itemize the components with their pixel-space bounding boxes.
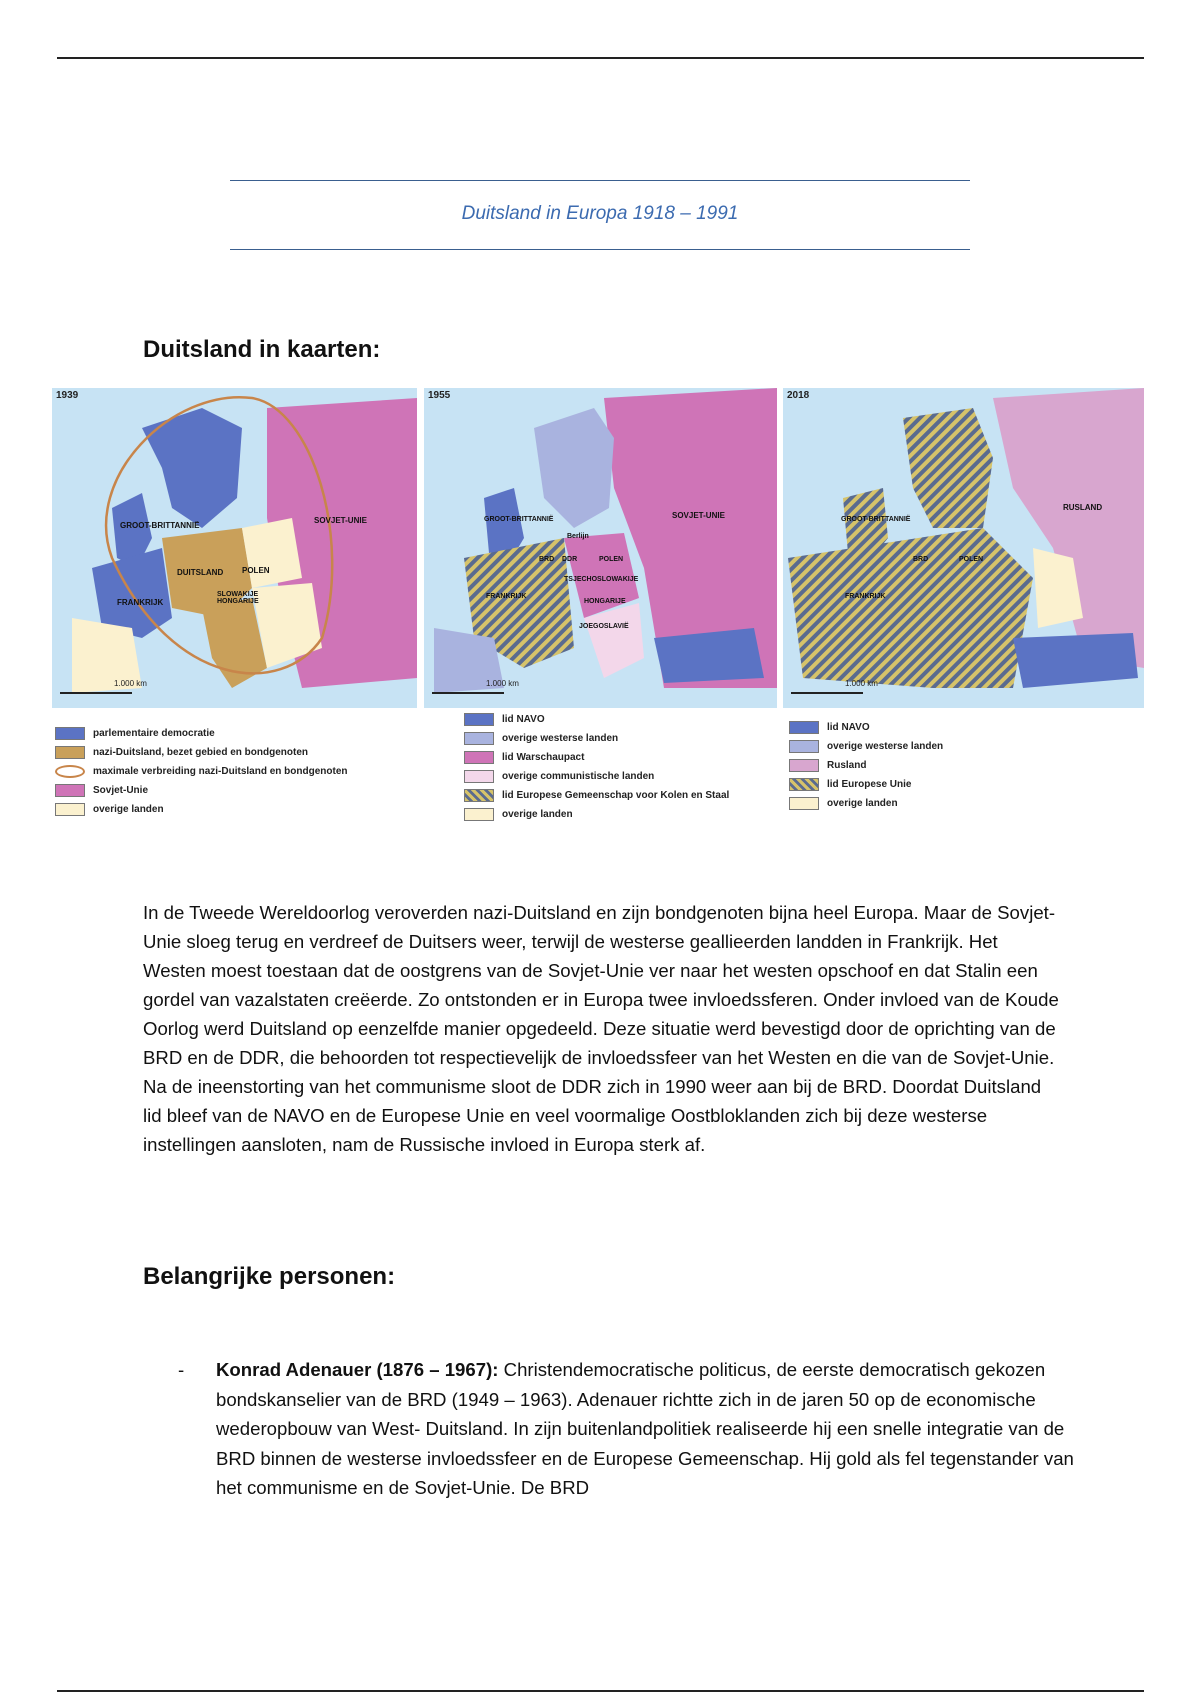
- legend-swatch: [789, 797, 819, 810]
- legend-label: overige landen: [93, 804, 164, 815]
- map-1955-label-hungary: HONGARIJE: [584, 598, 626, 605]
- legend-swatch: [55, 746, 85, 759]
- legend-swatch: [464, 789, 494, 802]
- legend-item: [789, 756, 943, 775]
- legend-label: overige westerse landen: [827, 741, 944, 752]
- map-1955-image: [424, 388, 777, 708]
- legend-item: [55, 762, 347, 781]
- maps-heading: Duitsland in kaarten:: [143, 336, 381, 363]
- map-1955-label-brd: BRD: [539, 556, 555, 563]
- legend-swatch: [789, 740, 819, 753]
- map-2018-label-russia: RUSLAND: [1063, 503, 1103, 512]
- map-1939-label-ussr: SOVJET-UNIE: [314, 516, 367, 525]
- legend-label: overige westerse landen: [502, 733, 619, 744]
- map-1955-label-france: FRANKRIJK: [486, 593, 527, 600]
- legend-swatch: [789, 721, 819, 734]
- map-1939-label-france: FRANKRIJK: [117, 598, 164, 607]
- map-1955-label-ussr: SOVJET-UNIE: [672, 511, 725, 520]
- maps-figure: [52, 388, 1144, 828]
- legend-item: [464, 805, 729, 824]
- legend-label: overige landen: [827, 798, 898, 809]
- legend-item: [464, 767, 729, 786]
- legend-swatch: [55, 784, 85, 797]
- map-2018-label-brd: BRD: [913, 556, 929, 563]
- legend-label: parlementaire democratie: [93, 728, 215, 739]
- legend-item: [55, 781, 347, 800]
- legend-item: [464, 786, 729, 805]
- legend-swatch: [464, 751, 494, 764]
- legend-label: Sovjet-Unie: [93, 785, 149, 796]
- legend-item: [464, 710, 729, 729]
- map-1955-label-yugoslavia: JOEGOSLAVIË: [579, 623, 629, 630]
- legend-item: [789, 775, 943, 794]
- legend-item: [55, 743, 347, 762]
- legend-item: [464, 748, 729, 767]
- map-1955-label-berlin: Berlijn: [567, 533, 589, 540]
- legend-item: [789, 737, 943, 756]
- legend-item: [55, 724, 347, 743]
- map-1939-image: [52, 388, 417, 708]
- map-1939-label-slovakia-hungary: SLOWAKIJE HONGARIJE: [217, 591, 259, 605]
- legend-label: lid Warschaupact: [502, 752, 585, 763]
- map-1955: [424, 388, 777, 708]
- legend-item: [789, 794, 943, 813]
- page-bottom-rule: [57, 1690, 1144, 1692]
- legend-swatch: [789, 778, 819, 791]
- legend-item: [55, 800, 347, 819]
- legend-swatch: [464, 770, 494, 783]
- legend-1939: [55, 724, 347, 819]
- document-subtitle: Duitsland in Europa 1918 – 1991: [461, 203, 739, 224]
- list-bullet: -: [178, 1359, 185, 1380]
- body-paragraph: In de Tweede Wereldoorlog veroverden nazi-Duitsland en zijn bondgenoten bijna heel Europa. Maar de Sovjet-Unie sloeg terug en verdreef de Duitsers weer, terwijl de westerse geallieerden landden in Frankrijk. Het Westen moest toestaan dat de oostgrens van de Sovjet-Unie ver naar het westen opschoof en dat Stalin een gordel van vazalstaten creëerde. Zo ontstonden er in Europa twee invloedssferen. Onder invloed van de Koude Oorlog werd Duitsland op eenzelfde manier opgedeeld. Deze situatie werd bevestigd door de oprichting van de BRD en de DDR, die behoorden tot respectievelijk de invloedssfeer van het Westen en die van de Sovjet-Unie. Na de ineenstorting van het communisme sloot de DDR zich in 1990 weer aan bij de BRD. Doordat Duitsland lid bleef van de NAVO en de Europese Unie en veel voormalige Oostbloklanden zich bij deze westerse instellingen aansloten, nam de Russische invloed in Europa sterk af.: [143, 902, 1059, 1155]
- legend-swatch: [55, 765, 85, 778]
- legend-label: lid NAVO: [502, 714, 545, 725]
- legend-label: lid NAVO: [827, 722, 870, 733]
- map-1955-year: 1955: [428, 390, 451, 401]
- map-2018-image: [783, 388, 1144, 708]
- legend-swatch: [55, 727, 85, 740]
- legend-label: Rusland: [827, 760, 867, 771]
- legend-item: [464, 729, 729, 748]
- person-name: Konrad Adenauer (1876 – 1967):: [216, 1359, 499, 1380]
- legend-swatch: [55, 803, 85, 816]
- legend-label: lid Europese Gemeenschap voor Kolen en Staal: [502, 790, 730, 801]
- map-1939-year: 1939: [56, 390, 79, 401]
- map-1955-label-ddr: DDR: [562, 556, 578, 563]
- map-1939: [52, 388, 417, 708]
- person-description: Christendemocratische politicus, de eerste democratisch gekozen bondskanselier van de BRD (1949 – 1963). Adenauer richtte zich in de jaren 50 op de economische wederopbouw van West- Duitsland. In zijn buitenlandpolitiek realiseerde hij een snelle integratie van de BRD binnen de westerse invloedssfeer en de Europese Gemeenschap. Hij gold als fel tegenstander van het communisme en de Sovjet-Unie. De BRD: [216, 1359, 1074, 1498]
- map-2018: [783, 388, 1144, 708]
- map-2018-label-france: FRANKRIJK: [845, 593, 886, 600]
- legend-label: overige communistische landen: [502, 771, 655, 782]
- map-2018-label-poland: POLEN: [959, 556, 984, 563]
- legend-1955: [464, 710, 729, 824]
- map-1955-label-uk: GROOT-BRITTANNIË: [484, 516, 554, 523]
- map-1955-label-czechoslovakia: TSJECHOSLOWAKIJE: [564, 576, 639, 583]
- map-2018-year: 2018: [787, 390, 810, 401]
- map-2018-label-uk: GROOT-BRITTANNIË: [841, 516, 911, 523]
- legend-2018: [789, 718, 943, 813]
- title-rule-top: [230, 180, 970, 181]
- list-item: [216, 1355, 1076, 1503]
- legend-swatch: [464, 808, 494, 821]
- legend-label: overige landen: [502, 809, 573, 820]
- map-1955-label-poland: POLEN: [599, 556, 624, 563]
- map-1939-scale: 1.000 km: [114, 679, 147, 688]
- legend-swatch: [464, 713, 494, 726]
- legend-label: maximale verbreiding nazi-Duitsland en bondgenoten: [93, 766, 348, 777]
- persons-heading: Belangrijke personen:: [143, 1263, 396, 1290]
- legend-label: lid Europese Unie: [827, 779, 912, 790]
- legend-item: [789, 718, 943, 737]
- map-1939-label-uk: GROOT-BRITTANNIË: [120, 521, 200, 530]
- page-top-rule: [57, 57, 1144, 59]
- legend-swatch: [464, 732, 494, 745]
- map-1939-label-poland: POLEN: [242, 566, 270, 575]
- map-2018-scale: 1.000 km: [845, 679, 878, 688]
- map-1955-scale: 1.000 km: [486, 679, 519, 688]
- title-rule-bottom: [230, 249, 970, 250]
- legend-swatch: [789, 759, 819, 772]
- legend-label: nazi-Duitsland, bezet gebied en bondgenoten: [93, 747, 309, 758]
- map-1939-label-germany: DUITSLAND: [177, 568, 224, 577]
